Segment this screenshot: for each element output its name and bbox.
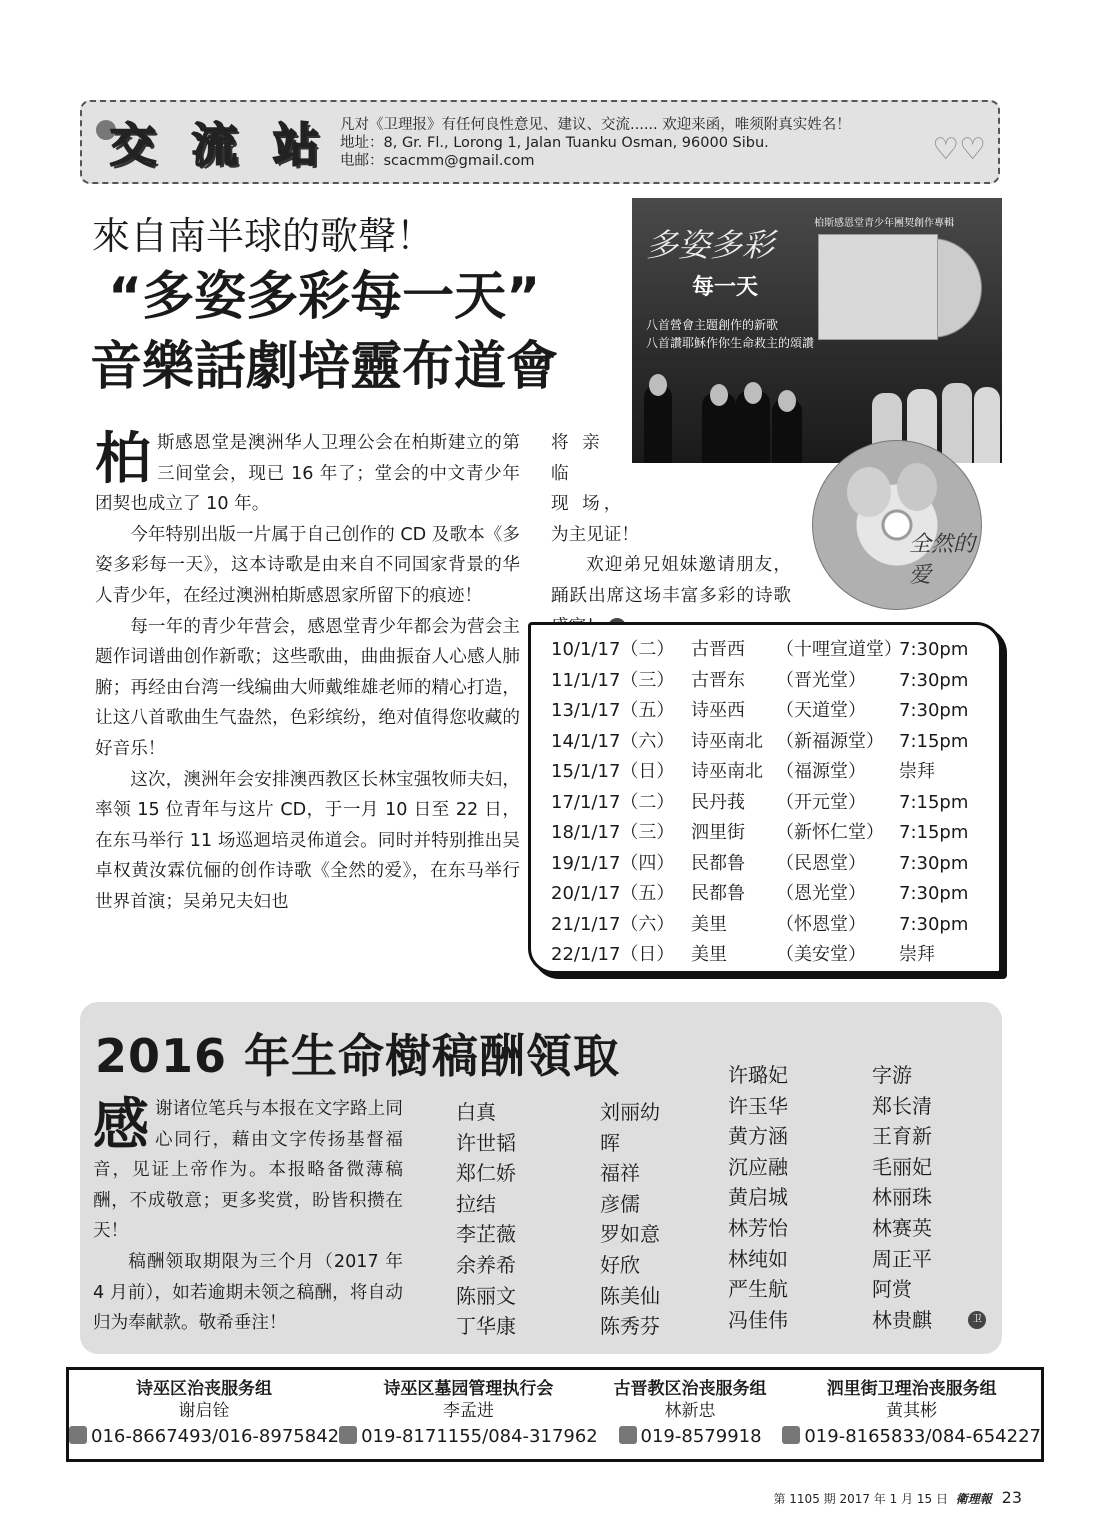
schedule-row <box>551 879 999 910</box>
schedule-date: 19/1/17（四） <box>551 852 675 874</box>
contributor-name: 许璐妃 <box>728 1063 788 1087</box>
schedule-row <box>551 666 999 697</box>
article-column-2 <box>551 428 791 642</box>
contributor-name: 林纯如 <box>728 1246 788 1271</box>
performer <box>942 383 972 463</box>
schedule-place: 美里 <box>691 944 727 965</box>
contributor-name: 毛丽妃 <box>872 1154 932 1179</box>
contributor-name: 丁华康 <box>456 1314 516 1339</box>
contributor-name: 许世韬 <box>456 1130 516 1155</box>
contact-title: 古晋教区治丧服务组 <box>613 1379 767 1399</box>
schedule-row <box>551 849 999 880</box>
fees-text <box>93 1094 403 1339</box>
cd-label: 全然的爱 <box>909 532 976 588</box>
contributor-name: 黄启城 <box>728 1185 788 1210</box>
page-number: 23 <box>1001 1488 1022 1507</box>
schedule-row <box>551 788 999 819</box>
contributor-name: 林赛英 <box>872 1215 932 1240</box>
headline-kicker: 來自南半球的歌聲！ <box>92 214 435 258</box>
banner-title-char: 流 <box>191 118 238 172</box>
phone-icon <box>619 1426 637 1444</box>
performer-head <box>744 382 762 404</box>
contributor-name: 郑长清 <box>872 1093 932 1118</box>
end-mark-icon: 卫 <box>968 1311 986 1329</box>
schedule-row <box>551 940 999 971</box>
contact-name: 黄其彬 <box>886 1401 938 1421</box>
cd-person <box>897 463 937 511</box>
contact-phone <box>339 1424 598 1450</box>
schedule-row <box>551 635 999 666</box>
fees-paragraph: 稿酬领取期限为三个月（2017 年 4 月前），如若逾期未领之稿酬，将自动归为奉献款。敬希垂注！ <box>93 1251 403 1334</box>
contributor-name: 余养希 <box>456 1252 516 1277</box>
schedule-date: 18/1/17（三） <box>551 822 675 843</box>
schedule-date: 14/1/17（六） <box>551 730 675 752</box>
schedule-time: 7:30pm <box>899 700 969 721</box>
schedule-place: 古晋东 <box>691 669 745 691</box>
contact-name: 谢启铨 <box>178 1401 230 1421</box>
names-column-2 <box>600 1097 660 1342</box>
article-line: 为主见证！ <box>551 524 639 545</box>
contact-phone-number: 019-8171155/084-317962 <box>361 1426 598 1447</box>
photo-album-title: 多姿多彩 <box>646 226 775 264</box>
article-paragraph: 每一年的青少年营会，感恩堂青少年都会为营会主题作词谱曲创作新歌；这些歌曲，曲曲振奋人心感人肺腑；再经由台湾一线编曲大师戴维雄老师的精心打造，让这八首歌曲生气盎然，色彩缤纷，绝对值得您收藏的好音乐！ <box>95 616 520 759</box>
photo-line: 八首讚耶穌作你生命救主的頌讚 <box>646 336 815 350</box>
album-photo <box>632 198 1002 463</box>
schedule-time: 7:30pm <box>899 852 969 874</box>
performer-head <box>649 374 667 396</box>
contributor-name: 刘丽幼 <box>600 1100 660 1124</box>
performer-head <box>778 390 796 412</box>
banner-email: 电邮：scacmm@gmail.com <box>340 153 535 169</box>
page-footer <box>773 1488 1022 1507</box>
contact-phone <box>69 1424 339 1450</box>
photo-line: 八首營會主題創作的新歌 <box>646 318 779 332</box>
schedule-time: 7:30pm <box>899 913 969 935</box>
photo-cd-cover <box>818 234 938 340</box>
article-paragraph: 这次，澳洲年会安排澳西教区长林宝强牧师夫妇，率领 15 位青年与这片 CD，于一月 10 日至 22 日，在东马举行 11 场巡迴培灵佈道会。同时并特别推出吴卓权黄汝霖伉俪的创作诗歌《全然的爱》，在东马举行世界首演；吴弟兄夫妇也 <box>95 769 520 912</box>
contributor-name: 阿赏 <box>872 1277 912 1302</box>
headline-subtitle: 音樂話劇培靈布道會 <box>90 337 559 397</box>
contributor-name: 晖 <box>600 1130 620 1155</box>
paper-name: 衛理報 <box>955 1492 992 1506</box>
contact-phone-number: 019-8165833/084-654227 <box>804 1426 1041 1447</box>
schedule-row <box>551 727 999 758</box>
photo-caption: 柏斯感恩堂青少年團契創作專輯 <box>814 218 954 229</box>
schedule-table <box>528 622 1002 974</box>
schedule-time: 崇拜 <box>899 761 935 782</box>
schedule-date: 10/1/17（二） <box>551 639 675 660</box>
contact-card <box>339 1370 598 1459</box>
schedule-time: 7:30pm <box>899 883 969 904</box>
dropcap: 柏 <box>95 427 151 492</box>
contact-title: 诗巫区墓园管理执行会 <box>383 1379 554 1399</box>
schedule-church: （开元堂） <box>776 791 866 813</box>
schedule-time: 7:30pm <box>899 639 969 660</box>
contributor-name: 林丽珠 <box>872 1185 932 1210</box>
contributor-name: 林贵麒 <box>872 1307 932 1332</box>
contact-card <box>782 1370 1041 1459</box>
banner-notice: 凡对《卫理报》有任何良性意见、建议、交流...... 欢迎来函，唯须附真实姓名！ <box>340 117 851 133</box>
schedule-date: 20/1/17（五） <box>551 883 675 904</box>
schedule-church: （怀恩堂） <box>776 913 866 935</box>
contributor-name: 好欣 <box>600 1252 640 1277</box>
fees-text-body: 谢诸位笔兵与本报在文字路上同心同行，藉由文字传扬基督福音，见证上帝作为。本报略备微薄稿酬，不成敬意；更多奖赏，盼皆积攒在天！ <box>93 1099 403 1242</box>
contact-card <box>69 1370 339 1459</box>
schedule-row <box>551 818 999 849</box>
schedule-row <box>551 696 999 727</box>
schedule-date: 22/1/17（日） <box>551 944 675 965</box>
contributor-name: 严生航 <box>728 1277 788 1302</box>
contributor-name: 郑仁娇 <box>456 1161 516 1186</box>
contact-name: 林新忠 <box>664 1401 716 1421</box>
contributor-name: 拉结 <box>456 1191 496 1216</box>
article-line: 现 场， <box>551 494 626 515</box>
schedule-date: 21/1/17（六） <box>551 913 675 935</box>
contributor-name: 陈秀芬 <box>600 1314 660 1339</box>
schedule-row <box>551 910 999 941</box>
schedule-time: 7:15pm <box>899 730 969 752</box>
schedule-date: 13/1/17（五） <box>551 700 675 721</box>
headline <box>90 210 630 402</box>
schedule-place: 民都鲁 <box>691 883 745 904</box>
fees-title: 2016 年生命樹稿酬領取 <box>95 1029 621 1083</box>
schedule-time: 7:30pm <box>899 669 969 691</box>
schedule-place: 美里 <box>691 913 727 935</box>
contact-title: 泗里街卫理治丧服务组 <box>826 1379 997 1399</box>
contact-phone-number: 016-8667493/016-8975842 <box>91 1426 340 1447</box>
schedule-church: （十哩宣道堂） <box>776 639 902 660</box>
performer-head <box>710 384 728 406</box>
article-body <box>95 428 520 918</box>
banner-title <box>92 112 337 172</box>
contributor-name: 冯佳伟 <box>728 1307 788 1332</box>
names-column-3 <box>728 1060 788 1335</box>
contributor-name: 周正平 <box>872 1246 932 1271</box>
schedule-church: （新怀仁堂） <box>776 822 884 843</box>
schedule-place: 泗里街 <box>691 822 745 843</box>
contributor-name: 罗如意 <box>600 1222 660 1247</box>
performer <box>974 387 1000 463</box>
contributor-name: 字游 <box>872 1063 912 1087</box>
schedule-church: （美安堂） <box>776 944 866 965</box>
contributor-name: 王育新 <box>872 1124 932 1149</box>
contacts-box <box>66 1367 1044 1462</box>
banner-title-char: 交 <box>109 118 156 172</box>
dropcap: 感 <box>93 1093 149 1158</box>
banner-text <box>340 116 851 170</box>
schedule-church: （民恩堂） <box>776 852 866 874</box>
issue-info: 第 1105 期 2017 年 1 月 15 日 <box>773 1492 948 1506</box>
contact-name: 李孟进 <box>442 1401 494 1421</box>
schedule-church: （新福源堂） <box>776 730 884 752</box>
schedule-date: 11/1/17（三） <box>551 669 675 691</box>
article-text: 斯感恩堂是澳洲华人卫理公会在柏斯建立的第三间堂会，现已 16 年了；堂会的中文青少年团契也成立了 10 年。 <box>95 433 520 515</box>
contributor-name: 黄方涵 <box>728 1124 788 1149</box>
schedule-place: 诗巫西 <box>691 700 745 721</box>
cd-person <box>847 467 891 517</box>
contributor-name: 白真 <box>456 1100 496 1124</box>
banner-address: 地址：8, Gr. Fl., Lorong 1, Jalan Tuanku Osman, 96000 Sibu. <box>340 135 769 151</box>
schedule-time: 7:15pm <box>899 791 969 813</box>
contributor-name: 沉应融 <box>728 1154 788 1179</box>
contact-card <box>598 1370 783 1459</box>
banner <box>80 100 1000 184</box>
schedule-church: （晋光堂） <box>776 669 866 691</box>
names-column-4 <box>872 1060 982 1335</box>
photo-album-subtitle: 每一天 <box>692 275 759 300</box>
schedule-church: （恩光堂） <box>776 883 866 904</box>
schedule-place: 民丹莪 <box>691 791 745 813</box>
banner-title-char: 站 <box>273 118 320 172</box>
schedule-place: 诗巫南北 <box>691 761 763 782</box>
schedule-date: 17/1/17（二） <box>551 791 675 813</box>
contributor-name: 陈美仙 <box>600 1283 660 1308</box>
schedule-time: 7:15pm <box>899 822 969 843</box>
schedule-time: 崇拜 <box>899 944 935 965</box>
contributor-name: 林芳怡 <box>728 1215 788 1240</box>
contributor-name: 彦儒 <box>600 1191 640 1216</box>
schedule-place: 诗巫南北 <box>691 730 763 752</box>
contributor-name: 福祥 <box>600 1161 640 1186</box>
schedule-place: 民都鲁 <box>691 852 745 874</box>
contact-phone <box>598 1424 783 1450</box>
phone-icon <box>69 1426 87 1444</box>
phone-icon <box>782 1426 800 1444</box>
article-text: 欢迎弟兄姐妹邀请朋友，踊跃出席这场丰富多彩的诗歌 <box>551 555 791 606</box>
schedule-row <box>551 757 999 788</box>
schedule-church: （福源堂） <box>776 761 866 782</box>
article-line: 将 亲 临 <box>551 433 604 484</box>
schedule-date: 15/1/17（日） <box>551 761 675 782</box>
fees-section <box>80 1002 1002 1354</box>
fees-paragraph <box>93 1094 403 1247</box>
names-column-1 <box>456 1097 516 1342</box>
contact-phone-number: 019-8579918 <box>640 1426 762 1447</box>
article-paragraph: 今年特别出版一片属于自己创作的 CD 及歌本《多姿多彩每一天》，这本诗歌是由来自不同国家背景的华人青少年，在经过澳洲柏斯感恩家所留下的痕迹！ <box>95 524 520 606</box>
schedule-church: （天道堂） <box>776 700 866 721</box>
headline-title: “多姿多彩每一天” <box>108 267 541 327</box>
hearts-icon: ♡♡ <box>932 132 986 167</box>
contributor-name: 许玉华 <box>728 1093 788 1118</box>
cd-image <box>812 440 982 610</box>
article-paragraph <box>95 428 520 520</box>
contact-phone <box>782 1424 1041 1450</box>
contact-title: 诗巫区治丧服务组 <box>136 1379 273 1399</box>
phone-icon <box>339 1426 357 1444</box>
contributor-name: 李芷薇 <box>456 1222 516 1247</box>
schedule-place: 古晋西 <box>691 639 745 660</box>
contributor-name: 陈丽文 <box>456 1283 516 1308</box>
